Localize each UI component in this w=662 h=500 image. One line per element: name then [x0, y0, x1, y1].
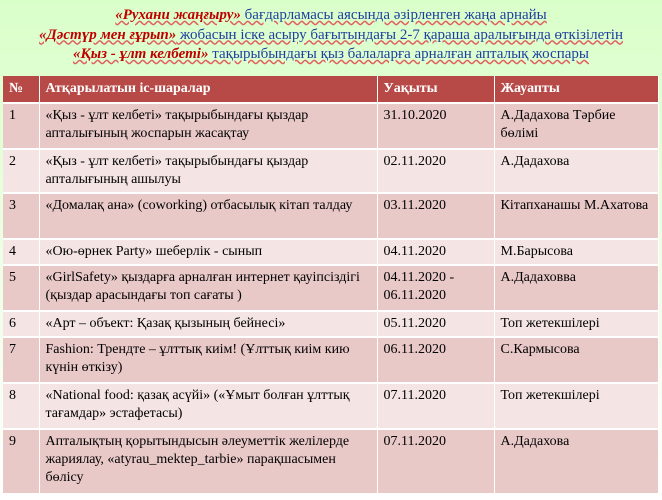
- table-row: [3, 239, 658, 265]
- table-row: [3, 429, 658, 493]
- column-header-date: Уақыты: [377, 76, 494, 103]
- row-responsible: А.Дадаховва: [494, 265, 658, 311]
- table-row: [3, 311, 658, 337]
- table-row: [3, 193, 658, 239]
- row-date: 07.11.2020: [377, 429, 494, 493]
- row-responsible: А.Дадахова: [494, 149, 658, 193]
- row-date: 02.11.2020: [377, 149, 494, 193]
- event-plan-table: [3, 76, 659, 493]
- row-date: 04.11.2020 - 06.11.2020: [377, 265, 494, 311]
- table-row: [3, 103, 658, 149]
- row-event: «National food: қазақ асүйі» («Ұмыт болған ұлттық тағамдар» эстафетасы): [39, 383, 377, 429]
- heading-line-1: «Рухани жаңғыру» бағдарламасы аясында әзірленген жаңа арнайы: [115, 7, 547, 23]
- table-row: [3, 383, 658, 429]
- table-header-row: [3, 76, 658, 103]
- row-number: 7: [3, 337, 39, 383]
- column-header-number: №: [3, 76, 39, 103]
- row-responsible: Топ жетекшілері: [494, 383, 658, 429]
- row-event: «Арт – объект: Қазақ қызының бейнесі»: [39, 311, 377, 337]
- row-number: 5: [3, 265, 39, 311]
- column-header-responsible: Жауапты: [494, 76, 658, 103]
- row-number: 2: [3, 149, 39, 193]
- heading-line-2: «Дәстүр мен ғұрып» жобасын іске асыру бағытындағы 2-7 қараша аралығында өткізілетін: [39, 26, 623, 43]
- row-date: 06.11.2020: [377, 337, 494, 383]
- row-responsible: А.Дадахова: [494, 429, 658, 493]
- row-event: Fashion: Трендте – ұлттық киім! (Ұлттық киім кию күнін өткізу): [39, 337, 377, 383]
- row-date: 05.11.2020: [377, 311, 494, 337]
- column-header-event: Атқарылатын іс-шаралар: [39, 76, 377, 103]
- row-responsible: А.Дадахова Тәрбие бөлімі: [494, 103, 658, 149]
- row-number: 4: [3, 239, 39, 265]
- row-date: 07.11.2020: [377, 383, 494, 429]
- row-number: 6: [3, 311, 39, 337]
- row-event: Апталықтың қорытындысын әлеуметтік желілерде жариялау, «atyrau_mektep_tarbie» парақшасымен бөлісу: [39, 429, 377, 493]
- table-row: [3, 337, 658, 383]
- heading-line-3: «Қыз - ұлт келбеті» тақырыбындағы қыз балаларға арналған апталық жоспары: [73, 46, 589, 62]
- document-heading: [0, 6, 662, 65]
- row-number: 1: [3, 103, 39, 149]
- row-date: 31.10.2020: [377, 103, 494, 149]
- table-row: [3, 265, 658, 311]
- row-number: 3: [3, 193, 39, 239]
- row-date: 03.11.2020: [377, 193, 494, 239]
- row-event: «Қыз - ұлт келбеті» тақырыбындағы қыздар апталығының ашылуы: [39, 149, 377, 193]
- row-date: 04.11.2020: [377, 239, 494, 265]
- row-responsible: Кітапханашы М.Ахатова: [494, 193, 658, 239]
- row-number: 8: [3, 383, 39, 429]
- row-event: «Домалақ ана» (coworking) отбасылық кітап талдау: [39, 193, 377, 239]
- row-event: «GirlSafety» қыздарға арналған интернет қауіпсіздігі (қыздар арасындағы топ сағаты ): [39, 265, 377, 311]
- row-number: 9: [3, 429, 39, 493]
- table-row: [3, 149, 658, 193]
- row-responsible: Топ жетекшілері: [494, 311, 658, 337]
- row-responsible: С.Кармысова: [494, 337, 658, 383]
- row-responsible: М.Барысова: [494, 239, 658, 265]
- row-event: «Ою-өрнек Party» шеберлік - сынып: [39, 239, 377, 265]
- row-event: «Қыз - ұлт келбеті» тақырыбындағы қыздар апталығының жоспарын жасақтау: [39, 103, 377, 149]
